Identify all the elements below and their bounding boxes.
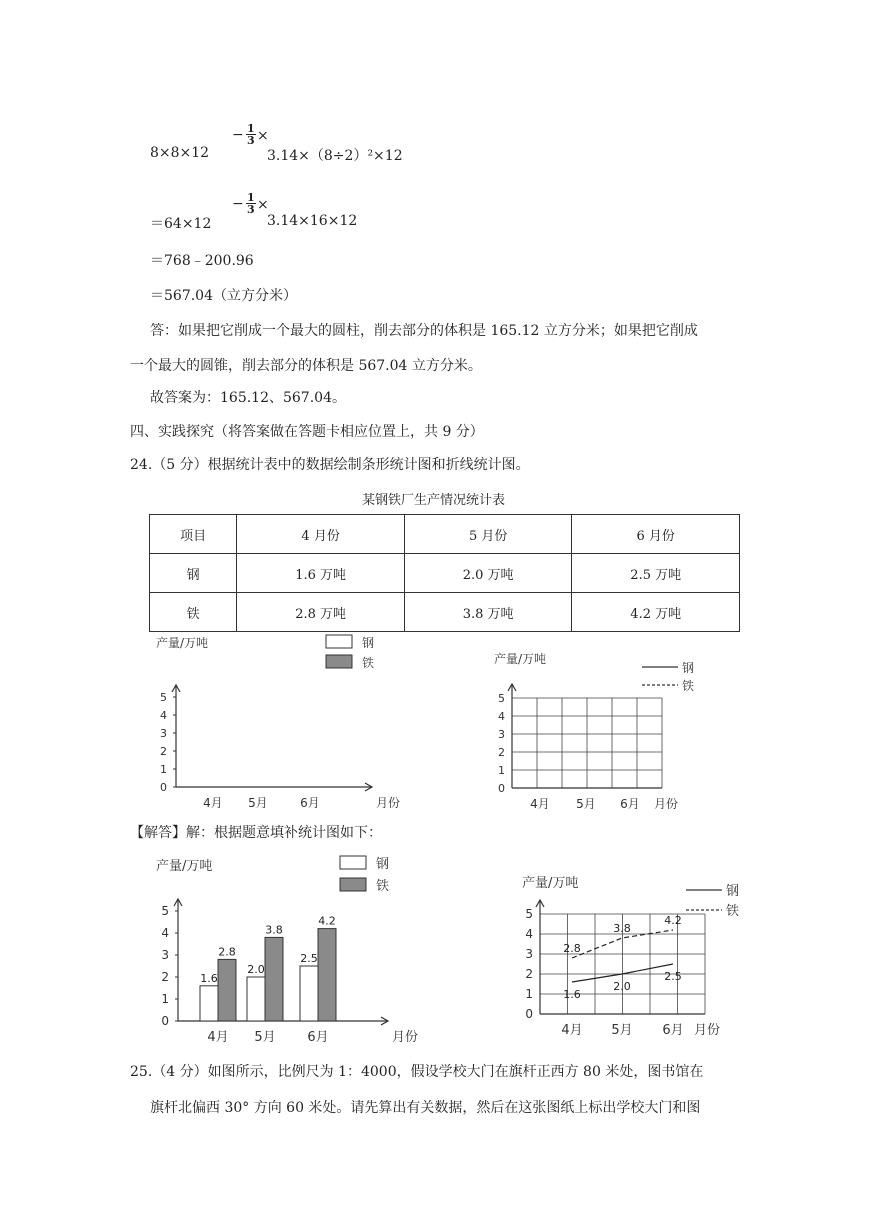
solution-label: 【解答】解：根据题意填补统计图如下： — [130, 825, 382, 841]
section-heading: 四、实践探究（将答案做在答题卡相应位置上，共 9 分） — [130, 424, 484, 440]
calc-line1-right: 3.14×（8÷2）²×12 — [267, 148, 403, 164]
header-cell: 项目 — [150, 515, 237, 554]
x-tick-label: 5月 — [248, 796, 268, 810]
fraction-denominator: 3 — [247, 134, 255, 147]
header-cell: 6 月份 — [572, 515, 740, 554]
fraction-denominator: 3 — [247, 203, 255, 216]
table-cell: 3.8 万吨 — [404, 593, 572, 632]
y-tick-label: 3 — [525, 947, 533, 961]
y-tick-label: 5 — [498, 692, 505, 705]
data-label: 2.5 — [664, 970, 682, 983]
y-tick-label: 4 — [498, 710, 505, 723]
x-axis-label: 月份 — [376, 796, 401, 810]
y-tick-label: 3 — [498, 728, 505, 741]
y-axis-label: 产量/万吨 — [156, 859, 213, 874]
calc-line4: ＝567.04（立方分米） — [150, 288, 297, 304]
x-tick-label: 5月 — [576, 797, 596, 811]
table-cell: 2.0 万吨 — [404, 554, 572, 593]
bar — [265, 937, 283, 1021]
calc-line2-left: ＝64×12 — [150, 216, 212, 232]
legend-label: 铁 — [726, 904, 740, 919]
answer-line-a: 答：如果把它削成一个最大的圆柱，削去部分的体积是 165.12 立方分米；如果把它削成 — [150, 323, 698, 339]
x-tick-label: 4月 — [203, 796, 223, 810]
question-24: 24.（5 分）根据统计表中的数据绘制条形统计图和折线统计图。 — [130, 457, 530, 473]
calc-line2-right: 3.14×16×12 — [267, 213, 358, 229]
y-tick-label: 0 — [525, 1007, 533, 1021]
final-answer: 故答案为：165.12、567.04。 — [150, 390, 346, 406]
data-label: 1.6 — [563, 988, 581, 1001]
table-row — [150, 554, 740, 593]
bar — [318, 929, 336, 1021]
y-tick-label: 1 — [161, 992, 169, 1006]
x-tick-label: 4月 — [561, 1023, 583, 1038]
header-cell: 5 月份 — [404, 515, 572, 554]
fraction-one-third — [246, 123, 256, 146]
legend-swatch — [326, 635, 352, 648]
y-axis-label: 产量/万吨 — [156, 636, 209, 650]
y-tick-label: 4 — [525, 927, 533, 941]
data-label: 3.8 — [613, 922, 631, 935]
y-tick-label: 5 — [160, 691, 167, 704]
y-tick-label: 2 — [161, 970, 169, 984]
x-tick-label: 4月 — [207, 1030, 229, 1045]
solution-bar-chart — [140, 848, 430, 1048]
x-axis-label: 月份 — [694, 1023, 721, 1038]
x-tick-label: 6月 — [307, 1030, 329, 1045]
legend-swatch — [326, 655, 352, 668]
y-tick-label: 2 — [525, 967, 533, 981]
legend-label: 钢 — [682, 661, 695, 675]
calc-line1-left: 8×8×12 — [150, 145, 210, 161]
legend-label: 铁 — [362, 656, 375, 670]
question-25-line-a: 25.（4 分）如图所示，比例尺为 1：4000，假设学校大门在旗杆正西方 80 米处，图书馆在 — [130, 1064, 704, 1080]
y-axis-label: 产量/万吨 — [522, 876, 579, 891]
y-tick-label: 1 — [525, 987, 533, 1001]
y-tick-label: 4 — [161, 926, 169, 940]
legend-label: 钢 — [376, 857, 390, 872]
bar — [247, 977, 265, 1021]
blank-bar-chart — [140, 630, 430, 820]
data-label: 2.8 — [218, 945, 236, 959]
legend-label: 钢 — [362, 636, 375, 650]
legend-swatch — [340, 856, 366, 869]
table-cell: 钢 — [150, 554, 237, 593]
table-header-row — [150, 515, 740, 554]
x-tick-label: 6月 — [662, 1023, 684, 1038]
legend-swatch — [340, 878, 366, 891]
y-tick-label: 5 — [525, 907, 533, 921]
header-cell: 4 月份 — [237, 515, 405, 554]
data-label: 2.5 — [300, 952, 318, 965]
x-tick-label: 6月 — [620, 797, 640, 811]
calc-minus-sign-2: − — [232, 196, 244, 212]
y-tick-label: 0 — [160, 781, 167, 794]
answer-line-b: 一个最大的圆锥，削去部分的体积是 567.04 立方分米。 — [130, 358, 482, 374]
fraction-numerator: 1 — [247, 122, 255, 135]
data-label: 1.6 — [200, 971, 218, 985]
data-label: 3.8 — [265, 923, 283, 937]
solution-line-chart — [510, 868, 770, 1050]
x-tick-label: 5月 — [254, 1030, 276, 1045]
table-cell: 铁 — [150, 593, 237, 632]
times-sign: × — [257, 128, 269, 144]
table-cell: 2.8 万吨 — [237, 593, 405, 632]
y-tick-label: 1 — [160, 763, 167, 776]
y-tick-label: 3 — [160, 727, 167, 740]
data-label: 4.2 — [318, 914, 336, 928]
statistics-table — [149, 514, 740, 632]
y-tick-label: 4 — [160, 709, 167, 722]
y-tick-label: 5 — [161, 904, 169, 918]
calc-minus-sign: − — [232, 127, 244, 143]
times-sign-2: × — [257, 197, 269, 213]
y-axis-label: 产量/万吨 — [494, 652, 547, 666]
data-label: 2.8 — [563, 942, 581, 955]
table-cell: 1.6 万吨 — [237, 554, 405, 593]
table-cell: 2.5 万吨 — [572, 554, 740, 593]
bar — [218, 959, 236, 1021]
fraction-numerator: 1 — [247, 191, 255, 204]
fraction-one-third-2 — [246, 192, 256, 215]
legend-label: 铁 — [682, 679, 695, 693]
data-label: 2.0 — [613, 980, 631, 993]
legend-label: 钢 — [726, 884, 740, 899]
y-tick-label: 2 — [498, 746, 505, 759]
calc-line3: ＝768﹣200.96 — [150, 253, 254, 269]
data-label: 4.2 — [664, 914, 682, 927]
table-title: 某钢铁厂生产情况统计表 — [362, 493, 506, 508]
x-tick-label: 6月 — [300, 796, 320, 810]
x-tick-label: 4月 — [530, 797, 550, 811]
y-tick-label: 0 — [161, 1014, 169, 1028]
x-axis-label: 月份 — [392, 1030, 419, 1045]
y-tick-label: 1 — [498, 764, 505, 777]
question-25-line-b: 旗杆北偏西 30° 方向 60 米处。请先算出有关数据，然后在这张图纸上标出学校大门和图 — [150, 1100, 701, 1116]
data-label: 2.0 — [247, 963, 265, 976]
table-cell: 4.2 万吨 — [572, 593, 740, 632]
x-tick-label: 5月 — [611, 1023, 633, 1038]
bar — [200, 986, 218, 1021]
table-row — [150, 593, 740, 632]
blank-line-chart — [480, 645, 740, 815]
legend-label: 铁 — [376, 879, 390, 894]
y-tick-label: 2 — [160, 745, 167, 758]
bar — [300, 966, 318, 1021]
x-axis-label: 月份 — [654, 797, 679, 811]
y-tick-label: 0 — [498, 782, 505, 795]
y-tick-label: 3 — [161, 948, 169, 962]
